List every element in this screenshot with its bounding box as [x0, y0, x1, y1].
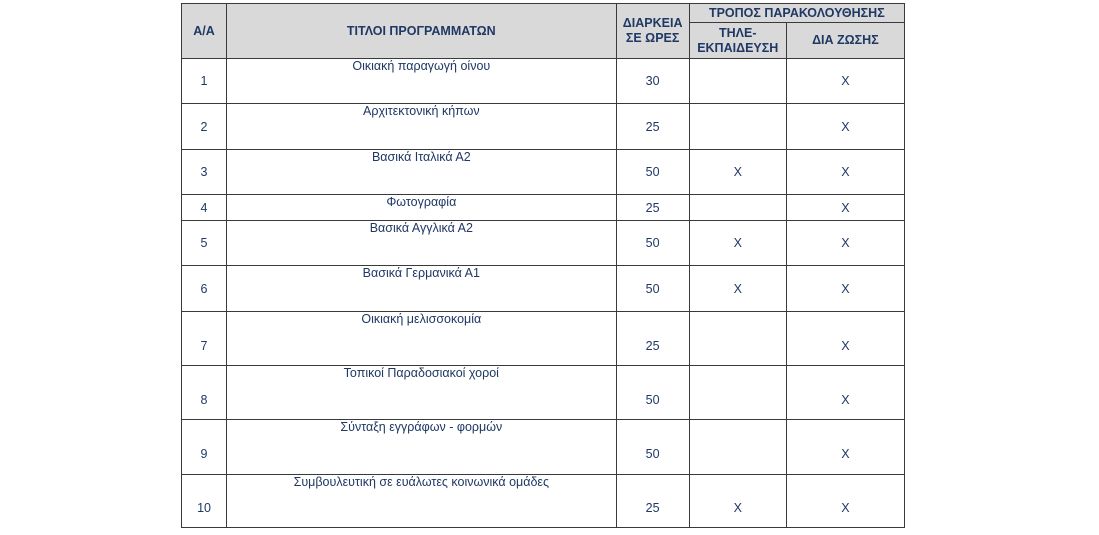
row-live-mark: X: [786, 221, 904, 266]
header-row-top: [182, 4, 905, 23]
row-tele-mark: [689, 59, 786, 104]
programs-table: [181, 3, 905, 528]
table-header: [182, 4, 905, 59]
row-title: Φωτογραφία: [227, 195, 617, 221]
table-row: [182, 312, 905, 366]
row-duration: 50: [616, 266, 689, 312]
row-duration: 50: [616, 150, 689, 195]
row-duration: 30: [616, 59, 689, 104]
row-live-mark: X: [786, 420, 904, 475]
row-tele-mark: [689, 420, 786, 475]
table-row: [182, 150, 905, 195]
row-live-mark: X: [786, 366, 904, 420]
row-duration: 25: [616, 104, 689, 150]
row-live-mark: X: [786, 150, 904, 195]
row-live-mark: X: [786, 475, 904, 528]
table-row: [182, 221, 905, 266]
row-live-mark: X: [786, 312, 904, 366]
table-row: [182, 420, 905, 475]
row-title: Αρχιτεκτονική κήπων: [227, 104, 617, 150]
row-duration: 25: [616, 475, 689, 528]
row-num: 2: [182, 104, 227, 150]
row-live-mark: X: [786, 266, 904, 312]
row-num: 5: [182, 221, 227, 266]
header-live: ΔΙΑ ΖΩΣΗΣ: [786, 23, 904, 59]
header-duration: ΔΙΑΡΚΕΙΑ ΣΕ ΩΡΕΣ: [616, 4, 689, 59]
header-title: ΤΙΤΛΟΙ ΠΡΟΓΡΑΜΜΑΤΩΝ: [227, 4, 617, 59]
row-title: Οικιακή παραγωγή οίνου: [227, 59, 617, 104]
table-row: [182, 195, 905, 221]
row-tele-mark: X: [689, 221, 786, 266]
row-title: Τοπικοί Παραδοσιακοί χοροί: [227, 366, 617, 420]
row-title: Βασικά Αγγλικά Α2: [227, 221, 617, 266]
row-tele-mark: [689, 366, 786, 420]
row-tele-mark: [689, 312, 786, 366]
row-tele-mark: X: [689, 150, 786, 195]
row-num: 6: [182, 266, 227, 312]
row-num: 8: [182, 366, 227, 420]
row-title: Οικιακή μελισσοκομία: [227, 312, 617, 366]
table-body: [182, 59, 905, 528]
row-title: Συμβουλευτική σε ευάλωτες κοινωνικά ομάδες: [227, 475, 617, 528]
table-row: [182, 475, 905, 528]
row-num: 4: [182, 195, 227, 221]
row-num: 3: [182, 150, 227, 195]
table-row: [182, 104, 905, 150]
row-duration: 50: [616, 221, 689, 266]
row-title: Σύνταξη εγγράφων - φορμών: [227, 420, 617, 475]
row-tele-mark: [689, 104, 786, 150]
table-row: [182, 266, 905, 312]
row-live-mark: X: [786, 59, 904, 104]
row-tele-mark: X: [689, 475, 786, 528]
header-mode: ΤΡΟΠΟΣ ΠΑΡΑΚΟΛΟΥΘΗΣΗΣ: [689, 4, 904, 23]
row-duration: 25: [616, 312, 689, 366]
row-num: 7: [182, 312, 227, 366]
table-row: [182, 366, 905, 420]
row-live-mark: X: [786, 195, 904, 221]
header-tele: ΤΗΛΕ-ΕΚΠΑΙΔΕΥΣΗ: [689, 23, 786, 59]
table-row: [182, 59, 905, 104]
row-title: Βασικά Ιταλικά Α2: [227, 150, 617, 195]
row-tele-mark: [689, 195, 786, 221]
row-tele-mark: X: [689, 266, 786, 312]
row-num: 9: [182, 420, 227, 475]
header-num: Α/Α: [182, 4, 227, 59]
row-duration: 50: [616, 366, 689, 420]
row-live-mark: X: [786, 104, 904, 150]
row-num: 1: [182, 59, 227, 104]
row-title: Βασικά Γερμανικά Α1: [227, 266, 617, 312]
row-duration: 25: [616, 195, 689, 221]
row-duration: 50: [616, 420, 689, 475]
row-num: 10: [182, 475, 227, 528]
